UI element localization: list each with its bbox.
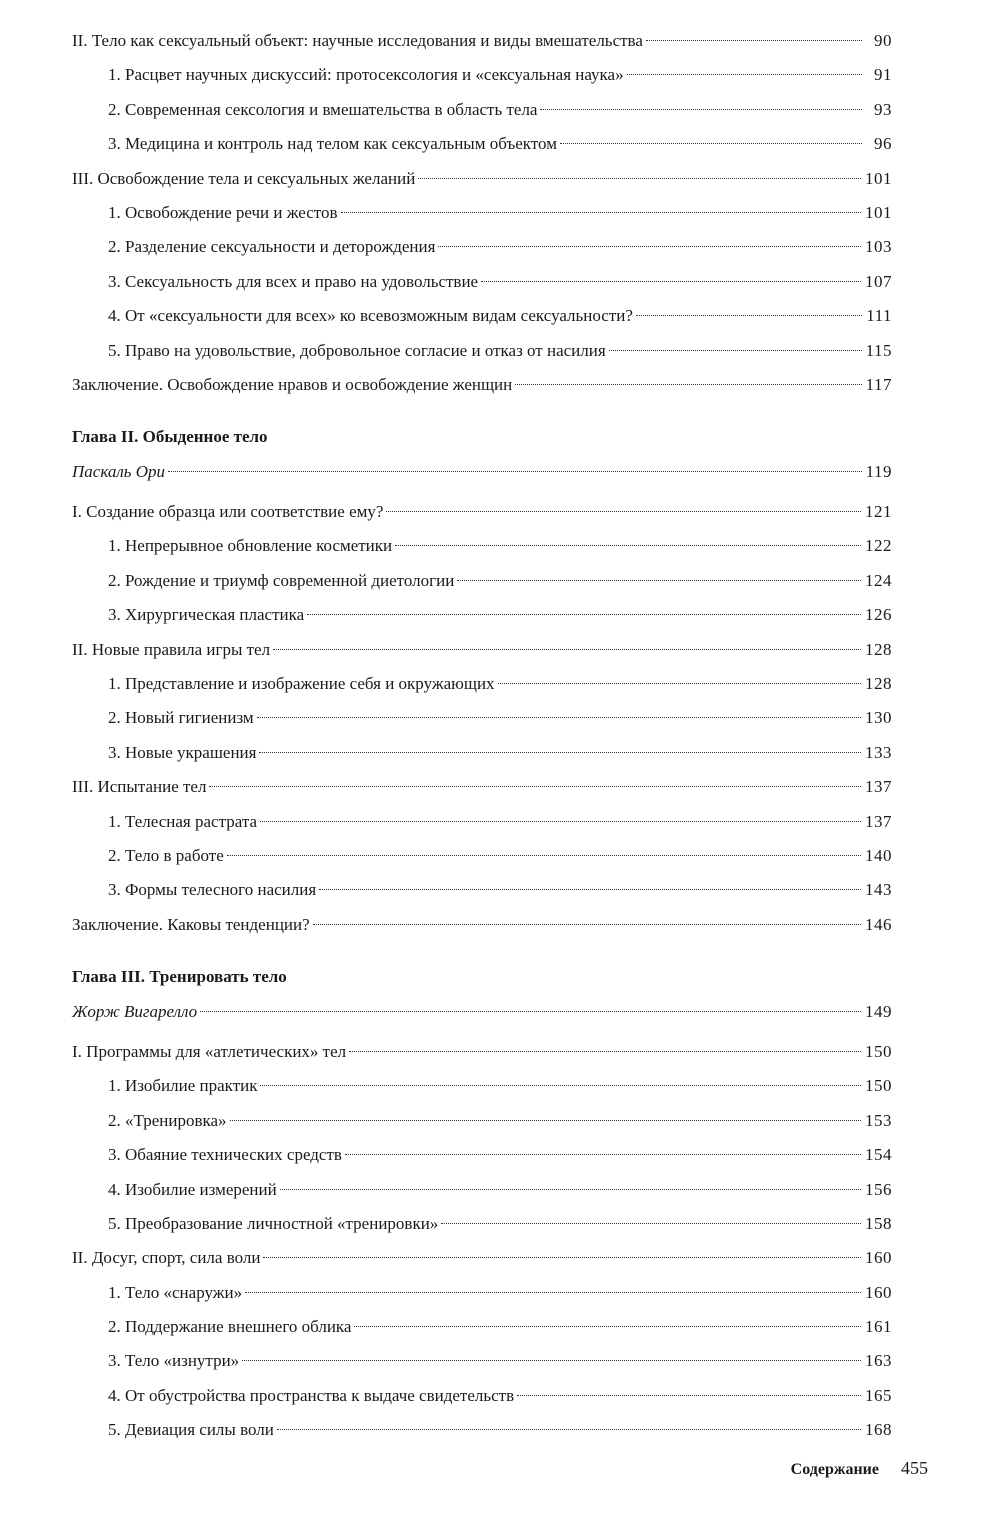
toc-entry-title: II. Новые правила игры тел <box>72 639 271 659</box>
dot-leader <box>280 1189 861 1190</box>
toc-entry <box>72 770 892 804</box>
dot-leader <box>609 350 862 351</box>
dot-leader <box>438 246 861 247</box>
toc-entry-title: II. Тело как сексуальный объект: научные исследования и виды вмешательства <box>72 31 643 50</box>
dot-leader <box>259 752 861 753</box>
toc-entry <box>72 368 892 402</box>
toc-entry-title: I. Создание образца или соответствие ему? <box>72 502 384 522</box>
toc-entry <box>72 1276 892 1310</box>
toc-entry-title: 5. Преобразование личностной «тренировки» <box>108 1213 439 1233</box>
dot-leader <box>457 580 861 581</box>
dot-leader <box>349 1051 861 1052</box>
toc-entry <box>72 736 892 770</box>
toc-entry-page: 154 <box>865 1145 892 1165</box>
chapter-3-author: Жорж Вигарелло <box>72 1001 198 1021</box>
dot-leader <box>209 786 861 787</box>
dot-leader <box>230 1120 861 1121</box>
toc-entry-title: 5. Девиация силы воли <box>108 1420 274 1440</box>
dot-leader <box>263 1257 861 1258</box>
toc-entry <box>72 127 892 161</box>
toc-entry-title: 1. Тело «снаружи» <box>108 1282 243 1302</box>
dot-leader <box>395 545 861 546</box>
toc-entry <box>72 564 892 598</box>
toc-entry-page: 168 <box>865 1420 892 1440</box>
toc-entry-page: 115 <box>865 340 892 360</box>
toc-entry-title: 2. «Тренировка» <box>108 1110 227 1130</box>
toc-entry <box>72 93 892 127</box>
dot-leader <box>418 178 861 179</box>
toc-entry-title: 1. Расцвет научных дискуссий: протосексология и «сексуальная наука» <box>108 65 624 85</box>
toc-entry-page: 101 <box>865 202 892 222</box>
dot-leader <box>636 315 862 316</box>
toc-entry-page: 122 <box>865 536 892 556</box>
toc-entry <box>72 1310 892 1344</box>
dot-leader <box>540 109 862 110</box>
dot-leader <box>498 683 861 684</box>
toc-entry-title: 1. Телесная растрата <box>108 811 258 831</box>
toc-entry-title: 5. Право на удовольствие, добровольное согласие и отказ от насилия <box>108 340 606 360</box>
dot-leader <box>168 471 862 472</box>
toc-entry-title: 2. Рождение и триумф современной диетологии <box>108 570 455 590</box>
toc-entry <box>72 529 892 563</box>
toc-entry-title: 1. Изобилие практик <box>108 1076 258 1096</box>
toc-entry-page: 156 <box>865 1179 892 1199</box>
toc-entry-page: 165 <box>865 1385 892 1405</box>
toc-entry-title: 2. Новый гигиенизм <box>108 708 254 728</box>
toc-entry-page: 128 <box>865 674 892 694</box>
toc-entry-page: 117 <box>865 374 892 394</box>
toc-entry-page: 130 <box>865 708 892 728</box>
toc-entry-title: 3. Формы телесного насилия <box>108 880 317 900</box>
toc-entry <box>72 495 892 529</box>
dot-leader <box>341 212 861 213</box>
toc-entry-title: 2. Современная сексология и вмешательства в область тела <box>108 99 538 119</box>
dot-leader <box>257 717 861 718</box>
toc-entry <box>72 1035 892 1069</box>
dot-leader <box>242 1360 861 1361</box>
dot-leader <box>260 1085 861 1086</box>
dot-leader <box>319 889 861 890</box>
table-of-contents <box>72 24 892 1448</box>
chapter-2-author: Паскаль Ори <box>72 461 166 481</box>
toc-entry-page: 150 <box>865 1041 892 1061</box>
toc-entry-page: 160 <box>865 1248 892 1268</box>
dot-leader <box>345 1154 861 1155</box>
dot-leader <box>260 821 861 822</box>
toc-entry-title: 3. Сексуальность для всех и право на удовольствие <box>108 271 479 291</box>
toc-entry-title: 3. Тело «изнутри» <box>108 1351 240 1371</box>
toc-entry-page: 96 <box>874 134 892 154</box>
toc-entry-page: 140 <box>865 845 892 865</box>
toc-entry <box>72 908 892 942</box>
toc-entry-title: 3. Обаяние технических средств <box>108 1145 342 1165</box>
toc-entry <box>72 24 892 58</box>
toc-entry-title: 1. Представление и изображение себя и окружающих <box>108 674 495 694</box>
toc-entry-page: 143 <box>865 880 892 900</box>
toc-entry <box>72 1344 892 1378</box>
toc-entry-page: 146 <box>865 914 892 934</box>
dot-leader <box>386 511 861 512</box>
toc-entry-page: 103 <box>865 237 892 257</box>
dot-leader <box>481 281 861 282</box>
toc-entry <box>72 58 892 92</box>
dot-leader <box>354 1326 861 1327</box>
toc-block-sexuality <box>72 24 892 402</box>
toc-entry <box>72 701 892 735</box>
chapter-3-author-page: 149 <box>865 1001 892 1021</box>
toc-entry-page: 128 <box>865 639 892 659</box>
toc-entry <box>72 162 892 196</box>
chapter-2-heading: Глава II. Обыденное тело <box>72 427 268 447</box>
toc-entry <box>72 633 892 667</box>
running-footer-label: Содержание <box>790 1461 879 1478</box>
toc-entry <box>72 667 892 701</box>
dot-leader <box>517 1395 861 1396</box>
toc-entry-title: I. Программы для «атлетических» тел <box>72 1041 347 1061</box>
toc-entry-page: 90 <box>874 31 892 50</box>
toc-entry <box>72 1379 892 1413</box>
toc-entry <box>72 1241 892 1275</box>
dot-leader <box>560 143 862 144</box>
toc-entry-title: 3. Медицина и контроль над телом как сексуальным объектом <box>108 134 557 154</box>
toc-entry-page: 91 <box>874 65 892 85</box>
toc-entry <box>72 1413 892 1447</box>
toc-entry-title: Заключение. Каковы тенденции? <box>72 914 310 934</box>
toc-entry-page: 150 <box>865 1076 892 1096</box>
toc-entry <box>72 1207 892 1241</box>
toc-entry <box>72 873 892 907</box>
toc-entry-page: 121 <box>865 502 892 522</box>
toc-entry-title: 2. Поддержание внешнего облика <box>108 1317 352 1337</box>
toc-entry-page: 126 <box>865 605 892 625</box>
chapter-3-author-row <box>72 995 892 1029</box>
page-footer <box>791 1458 928 1479</box>
dot-leader <box>313 924 861 925</box>
toc-entry <box>72 839 892 873</box>
chapter-3-heading: Глава III. Тренировать тело <box>72 967 287 987</box>
toc-entry-title: III. Освобождение тела и сексуальных желаний <box>72 168 416 188</box>
toc-entry <box>72 1069 892 1103</box>
toc-entry-title: 2. Тело в работе <box>108 845 224 865</box>
toc-entry-page: 137 <box>865 811 892 831</box>
toc-entry-title: III. Испытание тел <box>72 777 207 797</box>
toc-entry-page: 133 <box>865 742 892 762</box>
toc-entry-page: 107 <box>865 271 892 291</box>
toc-entry <box>72 334 892 368</box>
toc-entry <box>72 230 892 264</box>
toc-entry-title: II. Досуг, спорт, сила воли <box>72 1248 261 1268</box>
dot-leader <box>441 1223 861 1224</box>
toc-entry-page: 101 <box>865 168 892 188</box>
dot-leader <box>227 855 861 856</box>
page-number: 455 <box>901 1458 928 1478</box>
toc-entry-title: 3. Новые украшения <box>108 742 257 762</box>
dot-leader <box>627 74 862 75</box>
dot-leader <box>200 1011 861 1012</box>
toc-entry-title: 4. От обустройства пространства к выдаче свидетельств <box>108 1385 515 1405</box>
toc-entry-page: 111 <box>866 306 892 326</box>
dot-leader <box>307 614 861 615</box>
toc-entry <box>72 805 892 839</box>
toc-entry-title: Заключение. Освобождение нравов и освобождение женщин <box>72 374 513 394</box>
toc-entry-page: 161 <box>865 1317 892 1337</box>
toc-entry <box>72 299 892 333</box>
toc-entry <box>72 598 892 632</box>
toc-entry-page: 93 <box>874 99 892 119</box>
chapter-2-author-row <box>72 455 892 489</box>
toc-entry <box>72 196 892 230</box>
chapter-2-author-page: 119 <box>865 461 892 481</box>
toc-entry-page: 160 <box>865 1282 892 1302</box>
toc-entry-title: 3. Хирургическая пластика <box>108 605 305 625</box>
dot-leader <box>245 1292 861 1293</box>
toc-entry-page: 153 <box>865 1110 892 1130</box>
toc-entry-page: 124 <box>865 570 892 590</box>
toc-entry-title: 1. Освобождение речи и жестов <box>108 202 338 222</box>
toc-block-chapter-3 <box>72 1035 892 1448</box>
toc-entry-title: 1. Непрерывное обновление косметики <box>108 536 393 556</box>
dot-leader <box>646 40 862 41</box>
dot-leader <box>515 384 861 385</box>
toc-entry-title: 2. Разделение сексуальности и деторождения <box>108 237 436 257</box>
toc-entry-page: 163 <box>865 1351 892 1371</box>
toc-entry <box>72 1104 892 1138</box>
toc-entry <box>72 1173 892 1207</box>
toc-entry-title: 4. Изобилие измерений <box>108 1179 277 1199</box>
dot-leader <box>273 649 861 650</box>
toc-entry <box>72 1138 892 1172</box>
toc-entry-page: 137 <box>865 777 892 797</box>
toc-entry-page: 158 <box>865 1213 892 1233</box>
toc-entry-title: 4. От «сексуальности для всех» ко всевозможным видам сексуальности? <box>108 306 633 326</box>
toc-entry <box>72 265 892 299</box>
toc-block-chapter-2 <box>72 495 892 942</box>
dot-leader <box>277 1429 861 1430</box>
